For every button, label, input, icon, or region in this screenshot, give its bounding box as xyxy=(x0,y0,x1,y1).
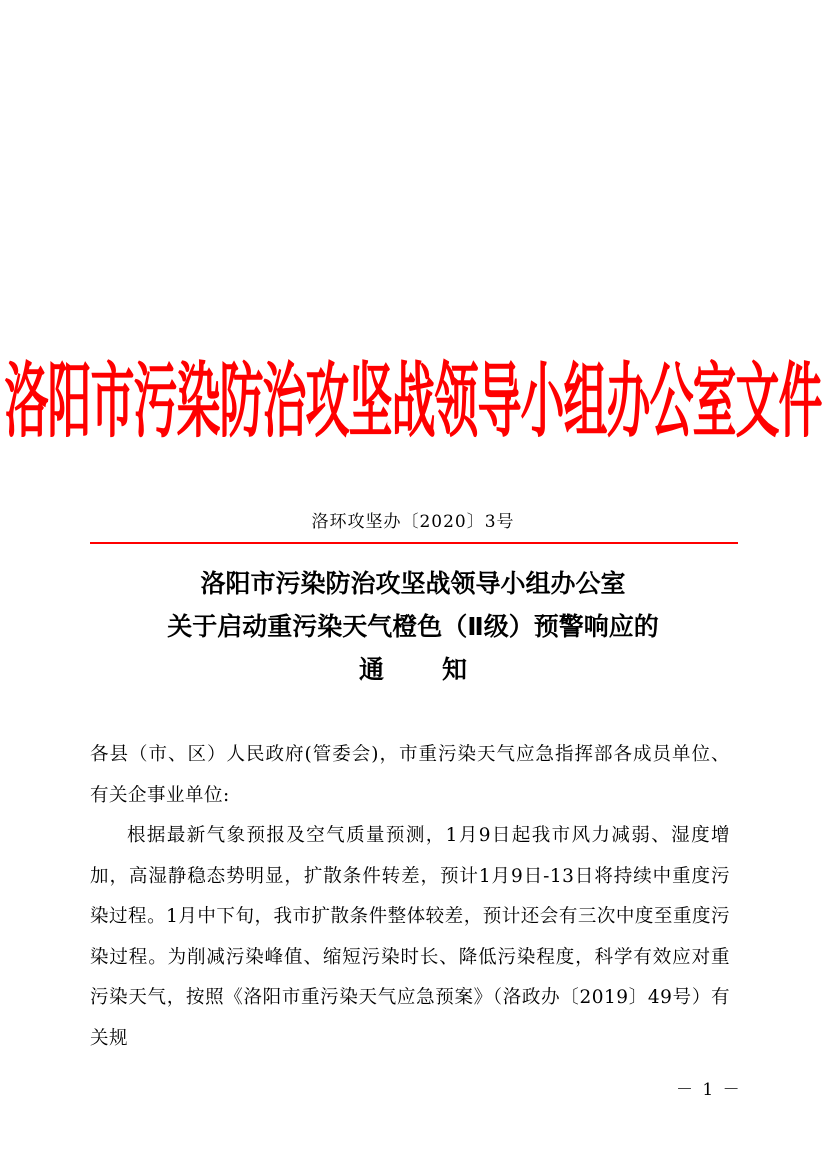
red-divider-line xyxy=(90,542,738,544)
document-title xyxy=(0,562,826,691)
title-line-3 xyxy=(0,648,826,691)
title-line-1: 洛阳市污染防治攻坚战领导小组办公室 xyxy=(200,569,626,598)
notice-word xyxy=(359,648,467,691)
title-line-2: 关于启动重污染天气橙色（Ⅱ级）预警响应的 xyxy=(167,612,659,641)
notice-char-2: 知 xyxy=(441,655,467,684)
page-number: － 1 － xyxy=(676,1080,742,1100)
salutation: 各县（市、区）人民政府(管委会)，市重污染天气应急指挥部各成员单位、有关企事业单位: xyxy=(90,744,730,806)
notice-char-1: 通 xyxy=(359,655,385,684)
document-body xyxy=(90,735,730,1059)
issuer-banner: 洛阳市污染防治攻坚战领导小组办公室文件 xyxy=(4,355,822,450)
body-paragraph-1: 根据最新气象预报及空气质量预测，1月9日起我市风力减弱、湿度增加，高湿静稳态势明显，扩散条件转差，预计1月9日-13日将持续中重度污染过程。1月中下旬，我市扩散条件整体较差，预计还会有三次中度至重度污染过程。为削减污染峰值、缩短污染时长、降低污染程度，科学有效应对重污染天气，按照《洛阳市重污染天气应急预案》（洛政办〔2019〕49号）有关规 xyxy=(90,825,730,1049)
document-number: 洛环攻坚办〔2020〕3号 xyxy=(311,512,515,532)
